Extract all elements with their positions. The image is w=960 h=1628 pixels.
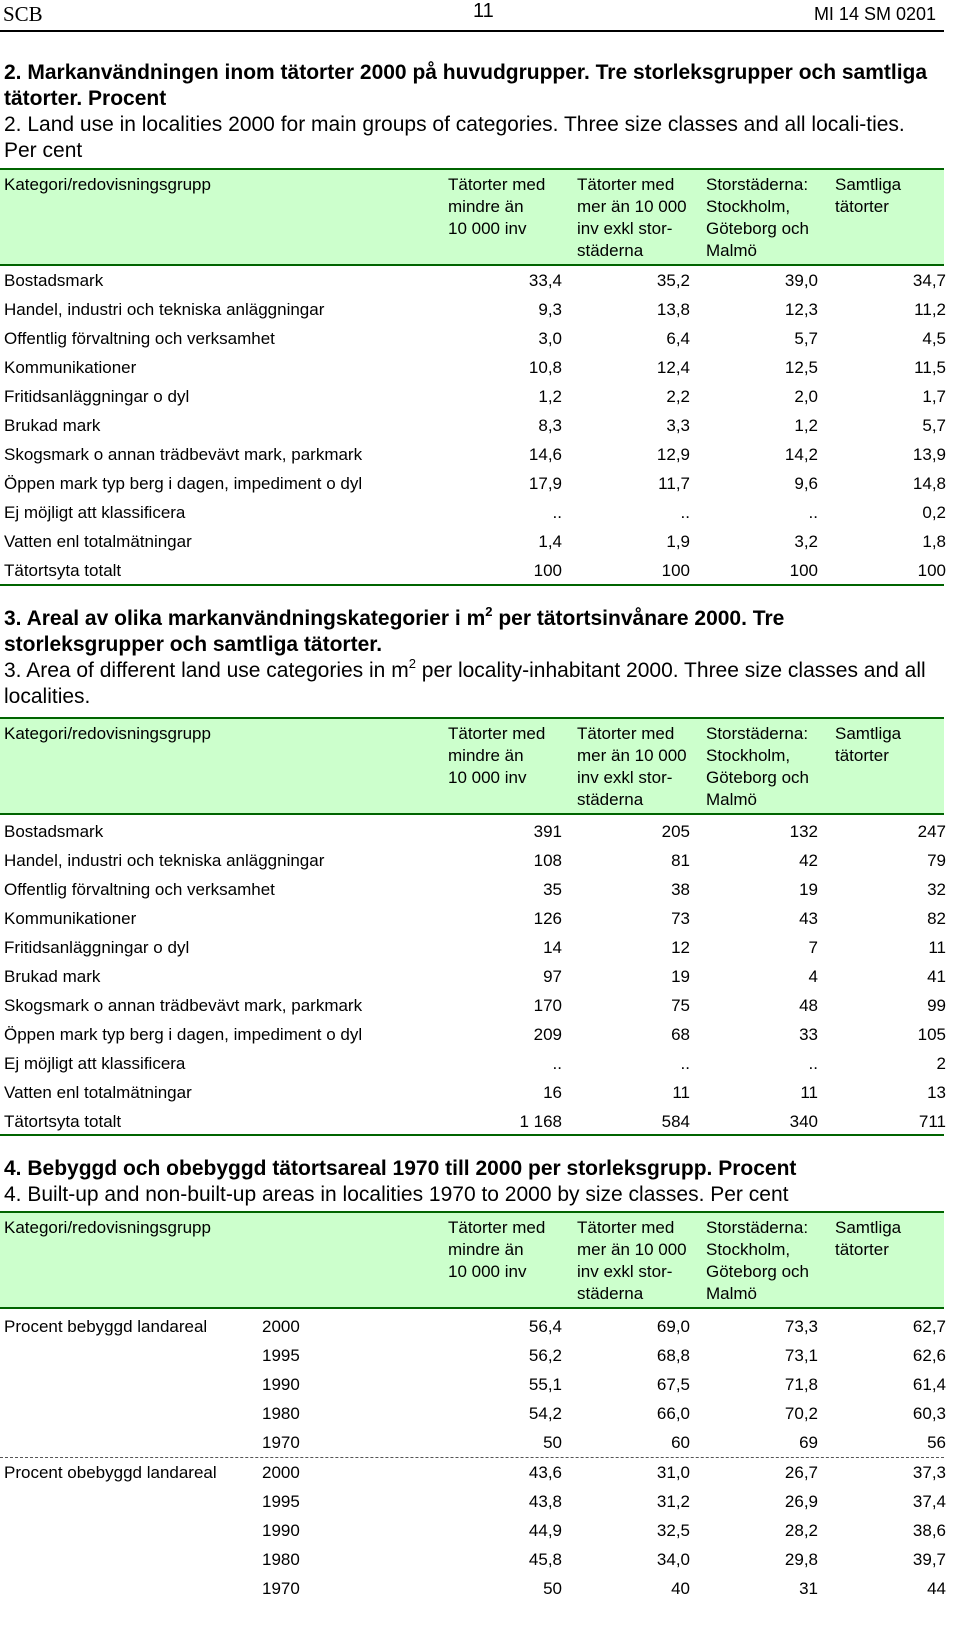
group-label: Procent bebyggd landareal	[4, 1317, 208, 1336]
year-label: 1995	[262, 1346, 300, 1365]
value-medium: ..	[680, 503, 690, 522]
value-big-cities: 132	[789, 822, 818, 841]
value-small: 8,3	[538, 416, 562, 435]
value-medium: 34,0	[656, 1550, 690, 1569]
value-all: 13	[927, 1083, 946, 1102]
value-big-cities: 12,3	[784, 300, 818, 319]
value-big-cities: 12,5	[784, 358, 818, 377]
table4-title-en: 4. Built-up and non-built-up areas in localities 1970 to 2000 by size classes. Per cent	[4, 1183, 789, 1206]
value-small: 1 168	[519, 1112, 562, 1131]
col-header-all: Samtliga tätorter	[835, 175, 902, 216]
row-label: Öppen mark typ berg i dagen, impediment o dyl	[4, 1025, 363, 1044]
value-big-cities: 3,2	[794, 532, 818, 551]
value-big-cities: 73,3	[784, 1317, 818, 1336]
page-number: 11	[473, 0, 494, 22]
table-row	[0, 1050, 944, 1079]
value-small: 170	[533, 996, 562, 1015]
value-medium: 584	[661, 1112, 690, 1131]
value-small: 43,6	[528, 1463, 562, 1482]
value-medium: 100	[661, 561, 690, 580]
value-small: 3,0	[538, 329, 562, 348]
table2-body	[0, 267, 944, 586]
value-small: 50	[543, 1579, 562, 1598]
series-code: MI 14 SM 0201	[813, 4, 936, 24]
row-label: Kommunikationer	[4, 358, 137, 377]
col-header-all: Samtliga tätorter	[835, 1218, 902, 1259]
value-big-cities: 1,2	[794, 416, 818, 435]
row-label: Skogsmark o annan trädbevävt mark, parkmark	[4, 445, 363, 464]
value-big-cities: 9,6	[794, 474, 818, 493]
value-small: 43,8	[528, 1492, 562, 1511]
value-all: 105	[917, 1025, 946, 1044]
value-big-cities: 28,2	[784, 1521, 818, 1540]
col-header-small: Tätorter med mindre än 10 000 inv	[448, 724, 546, 787]
value-big-cities: 39,0	[784, 271, 818, 290]
row-label: Öppen mark typ berg i dagen, impediment o dyl	[4, 474, 363, 493]
table4-title	[4, 1156, 934, 1208]
value-big-cities: 2,0	[794, 387, 818, 406]
col-header-category: Kategori/redovisningsgrupp	[4, 175, 211, 194]
value-all: 100	[917, 561, 946, 580]
value-big-cities: 19	[799, 880, 818, 899]
value-medium: 38	[671, 880, 690, 899]
table-row	[0, 296, 944, 325]
col-header-medium: Tätorter med mer än 10 000 inv exkl stor- städerna	[577, 175, 687, 260]
row-label: Offentlig förvaltning och verksamhet	[4, 880, 275, 899]
col-header-category: Kategori/redovisningsgrupp	[4, 1218, 211, 1237]
value-medium: 75	[671, 996, 690, 1015]
table-row	[0, 383, 944, 412]
value-all: 1,7	[922, 387, 946, 406]
col-header-big-cities: Storstäderna: Stockholm, Göteborg och Malmö	[706, 724, 810, 809]
value-all: 38,6	[912, 1521, 946, 1540]
value-all: 2	[936, 1054, 946, 1073]
col-header-category: Kategori/redovisningsgrupp	[4, 724, 211, 743]
page-header	[0, 0, 944, 32]
value-all: 37,4	[912, 1492, 946, 1511]
group-label: Procent obebyggd landareal	[4, 1463, 217, 1482]
table-row	[0, 528, 944, 557]
table-row	[0, 1575, 944, 1604]
row-label: Ej möjligt att klassificera	[4, 1054, 186, 1073]
value-big-cities: 69	[799, 1433, 818, 1452]
year-label: 2000	[262, 1317, 300, 1336]
value-all: 82	[927, 909, 946, 928]
value-all: 99	[927, 996, 946, 1015]
col-header-small: Tätorter med mindre än 10 000 inv	[448, 175, 546, 238]
row-label: Tätortsyta totalt	[4, 561, 122, 580]
value-medium: 81	[671, 851, 690, 870]
table-row	[0, 412, 944, 441]
value-all: 11,5	[914, 358, 946, 377]
value-small: 56,2	[528, 1346, 562, 1365]
year-label: 1995	[262, 1492, 300, 1511]
year-label: 1970	[262, 1433, 300, 1452]
value-small: 33,4	[528, 271, 562, 290]
value-all: 32	[927, 880, 946, 899]
value-small: 14,6	[528, 445, 562, 464]
value-medium: 6,4	[666, 329, 690, 348]
value-big-cities: 29,8	[784, 1550, 818, 1569]
table-row	[0, 992, 944, 1021]
table-row	[0, 325, 944, 354]
table-row	[0, 1459, 944, 1488]
value-medium: 68	[671, 1025, 690, 1044]
value-big-cities: ..	[808, 1054, 818, 1073]
col-header-big-cities: Storstäderna: Stockholm, Göteborg och Malmö	[706, 175, 810, 260]
value-all: 62,7	[912, 1317, 946, 1336]
value-all: 79	[927, 851, 946, 870]
year-label: 1980	[262, 1550, 300, 1569]
row-label: Ej möjligt att klassificera	[4, 503, 186, 522]
value-small: 17,9	[528, 474, 562, 493]
value-all: 60,3	[912, 1404, 946, 1423]
value-medium: 32,5	[656, 1521, 690, 1540]
value-small: 209	[533, 1025, 562, 1044]
row-label: Handel, industri och tekniska anläggningar	[4, 300, 325, 319]
value-small: 14	[543, 938, 562, 957]
value-all: 11,2	[914, 300, 946, 319]
value-medium: 19	[671, 967, 690, 986]
value-medium: 12	[671, 938, 690, 957]
table4-title-sv: 4. Bebyggd och obebyggd tätortsareal 1970 till 2000 per storleksgrupp. Procent	[4, 1157, 797, 1180]
table-row	[0, 354, 944, 383]
value-big-cities: 43	[799, 909, 818, 928]
value-big-cities: 48	[799, 996, 818, 1015]
value-small: 54,2	[528, 1404, 562, 1423]
table-row	[0, 1517, 944, 1546]
value-all: 56	[927, 1433, 946, 1452]
value-big-cities: 70,2	[784, 1404, 818, 1423]
value-all: 5,7	[922, 416, 946, 435]
table3-title	[4, 606, 934, 710]
group-divider	[0, 1457, 944, 1458]
value-medium: 31,0	[656, 1463, 690, 1482]
col-header-big-cities: Storstäderna: Stockholm, Göteborg och Malmö	[706, 1218, 810, 1303]
value-all: 62,6	[912, 1346, 946, 1365]
table-row	[0, 1429, 944, 1458]
table3-title-en: 3. Area of different land use categories in $m^2$ per locality-inhabitant 2000. Three size classes and all localities.	[4, 656, 926, 708]
value-all: 4,5	[922, 329, 946, 348]
value-medium: 2,2	[666, 387, 690, 406]
value-small: 108	[533, 851, 562, 870]
value-medium: 3,3	[666, 416, 690, 435]
value-all: 1,8	[922, 532, 946, 551]
value-medium: 31,2	[656, 1492, 690, 1511]
table-row	[0, 1108, 944, 1137]
value-all: 247	[917, 822, 946, 841]
value-big-cities: 11	[800, 1083, 818, 1102]
value-small: 1,4	[538, 532, 562, 551]
value-big-cities: 33	[799, 1025, 818, 1044]
value-small: 35	[543, 880, 562, 899]
value-all: 41	[927, 967, 946, 986]
table2-bottom-rule	[0, 584, 944, 586]
value-big-cities: 7	[808, 938, 818, 957]
value-medium: ..	[680, 1054, 690, 1073]
table-row	[0, 470, 944, 499]
value-big-cities: 26,7	[784, 1463, 818, 1482]
value-big-cities: 73,1	[784, 1346, 818, 1365]
table-row	[0, 1342, 944, 1371]
value-medium: 69,0	[656, 1317, 690, 1336]
value-big-cities: ..	[808, 503, 818, 522]
value-small: 391	[533, 822, 562, 841]
value-big-cities: 100	[789, 561, 818, 580]
table3-body	[0, 818, 944, 1137]
table-row	[0, 441, 944, 470]
table-row	[0, 1021, 944, 1050]
table2-title	[4, 60, 934, 164]
value-small: 126	[533, 909, 562, 928]
year-label: 1970	[262, 1579, 300, 1598]
value-small: 9,3	[538, 300, 562, 319]
col-header-all: Samtliga tätorter	[835, 724, 902, 765]
value-all: 44	[927, 1579, 946, 1598]
row-label: Bostadsmark	[4, 271, 104, 290]
value-small: 45,8	[528, 1550, 562, 1569]
value-all: 37,3	[912, 1463, 946, 1482]
value-all: 11	[928, 938, 946, 957]
table-row	[0, 876, 944, 905]
col-header-medium: Tätorter med mer än 10 000 inv exkl stor- städerna	[577, 1218, 687, 1303]
table-row	[0, 818, 944, 847]
value-big-cities: 31	[799, 1579, 818, 1598]
table4-built-group	[0, 1313, 944, 1458]
col-header-medium: Tätorter med mer än 10 000 inv exkl stor- städerna	[577, 724, 687, 809]
table4-unbuilt-group	[0, 1459, 944, 1604]
value-small: 100	[533, 561, 562, 580]
value-medium: 73	[671, 909, 690, 928]
value-small: 56,4	[528, 1317, 562, 1336]
value-medium: 67,5	[656, 1375, 690, 1394]
value-big-cities: 5,7	[794, 329, 818, 348]
value-big-cities: 26,9	[784, 1492, 818, 1511]
col-header-small: Tätorter med mindre än 10 000 inv	[448, 1218, 546, 1281]
value-small: 97	[543, 967, 562, 986]
value-medium: 66,0	[656, 1404, 690, 1423]
row-label: Vatten enl totalmätningar	[4, 1083, 192, 1102]
year-label: 2000	[262, 1463, 300, 1482]
row-label: Fritidsanläggningar o dyl	[4, 387, 190, 406]
value-medium: 40	[671, 1579, 690, 1598]
value-medium: 60	[671, 1433, 690, 1452]
table-row	[0, 963, 944, 992]
row-label: Vatten enl totalmätningar	[4, 532, 192, 551]
value-medium: 12,9	[656, 445, 690, 464]
row-label: Handel, industri och tekniska anläggningar	[4, 851, 325, 870]
value-big-cities: 42	[799, 851, 818, 870]
value-medium: 12,4	[656, 358, 690, 377]
value-all: 13,9	[912, 445, 946, 464]
value-small: 44,9	[528, 1521, 562, 1540]
table-row	[0, 1546, 944, 1575]
table-row	[0, 1400, 944, 1429]
value-medium: 11,7	[658, 474, 690, 493]
value-big-cities: 71,8	[784, 1375, 818, 1394]
value-big-cities: 14,2	[784, 445, 818, 464]
value-all: 39,7	[912, 1550, 946, 1569]
year-label: 1990	[262, 1521, 300, 1540]
table4-header	[0, 1211, 944, 1309]
value-all: 34,7	[912, 271, 946, 290]
value-small: 50	[543, 1433, 562, 1452]
value-big-cities: 4	[808, 967, 818, 986]
value-small: 16	[543, 1083, 562, 1102]
value-medium: 1,9	[666, 532, 690, 551]
table-row	[0, 1313, 944, 1342]
year-label: 1990	[262, 1375, 300, 1394]
value-small: 10,8	[528, 358, 562, 377]
table-row	[0, 905, 944, 934]
value-small: ..	[552, 503, 562, 522]
table2-title-sv: 2. Markanvändningen inom tätorter 2000 på huvudgrupper. Tre storleksgrupper och samtliga tätorter. Procent	[4, 61, 928, 110]
row-label: Offentlig förvaltning och verksamhet	[4, 329, 275, 348]
value-medium: 13,8	[656, 300, 690, 319]
year-label: 1980	[262, 1404, 300, 1423]
value-medium: 35,2	[656, 271, 690, 290]
value-all: 711	[918, 1112, 946, 1131]
value-medium: 205	[661, 822, 690, 841]
table3-title-sv: 3. Areal av olika markanvändningskategorier i $m^2$ per tätortsinvånare 2000. Tre storleksgrupper och samtliga tätorter.	[4, 604, 785, 656]
table-row	[0, 267, 944, 296]
value-all: 14,8	[912, 474, 946, 493]
table3-header	[0, 717, 944, 815]
table-row	[0, 1079, 944, 1108]
value-big-cities: 340	[789, 1112, 818, 1131]
table2-title-en: 2. Land use in localities 2000 for main groups of categories. Three size classes and all locali-ties. Per cent	[4, 113, 905, 162]
table3-bottom-rule	[0, 1134, 944, 1136]
value-small: 55,1	[528, 1375, 562, 1394]
table2-header	[0, 168, 944, 266]
row-label: Brukad mark	[4, 416, 101, 435]
value-all: 0,2	[922, 503, 946, 522]
value-small: 1,2	[538, 387, 562, 406]
table-row	[0, 557, 944, 586]
row-label: Brukad mark	[4, 967, 101, 986]
table-row	[0, 1371, 944, 1400]
row-label: Tätortsyta totalt	[4, 1112, 122, 1131]
table-row	[0, 499, 944, 528]
table-row	[0, 1488, 944, 1517]
row-label: Fritidsanläggningar o dyl	[4, 938, 190, 957]
row-label: Skogsmark o annan trädbevävt mark, parkmark	[4, 996, 363, 1015]
row-label: Bostadsmark	[4, 822, 104, 841]
value-medium: 68,8	[656, 1346, 690, 1365]
row-label: Kommunikationer	[4, 909, 137, 928]
value-medium: 11	[672, 1083, 690, 1102]
publisher-label: SCB	[3, 2, 43, 26]
table-row	[0, 934, 944, 963]
value-all: 61,4	[912, 1375, 946, 1394]
value-small: ..	[552, 1054, 562, 1073]
table-row	[0, 847, 944, 876]
